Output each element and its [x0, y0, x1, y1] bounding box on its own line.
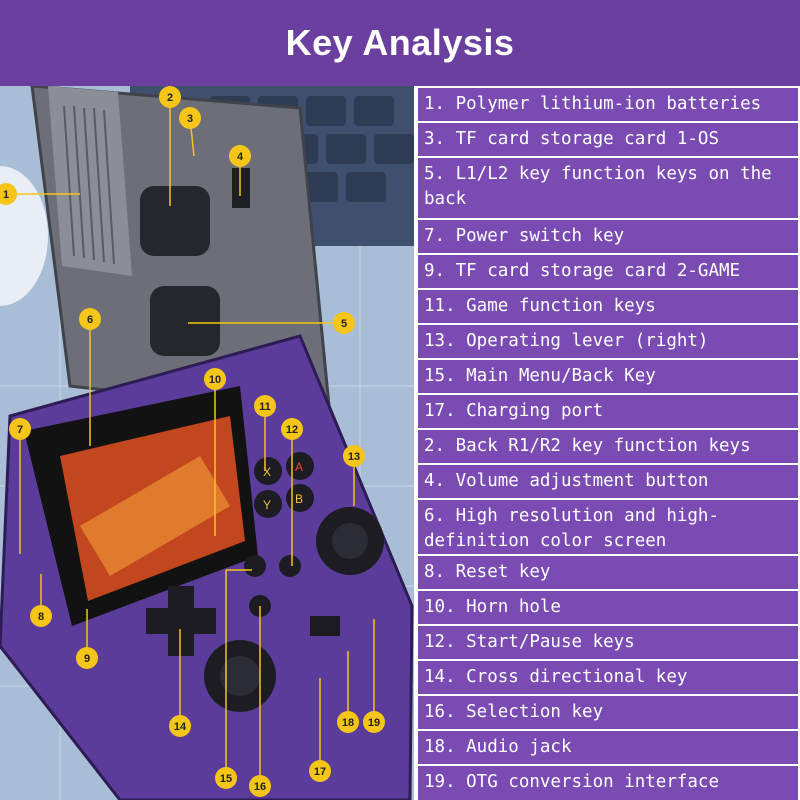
callout-14 — [169, 715, 191, 737]
l1-l2-keys — [150, 286, 220, 356]
legend-item-6: 6. High resolution and high-definition color screen — [418, 500, 798, 554]
callout-16 — [249, 775, 271, 797]
svg-text:19: 19 — [367, 717, 381, 729]
legend-item-13: 13. Operating lever (right) — [418, 325, 798, 358]
svg-text:15: 15 — [219, 773, 233, 785]
callout-4 — [229, 145, 251, 167]
callout-11 — [254, 395, 276, 417]
legend-item-18: 18. Audio jack — [418, 731, 798, 764]
page-title: Key Analysis — [285, 22, 515, 63]
svg-text:11: 11 — [259, 401, 271, 413]
svg-text:16: 16 — [253, 781, 267, 793]
callout-9 — [76, 647, 98, 669]
svg-text:2: 2 — [166, 92, 174, 104]
svg-text:14: 14 — [173, 721, 187, 733]
legend-item-3: 3. TF card storage card 1-OS — [418, 123, 798, 156]
callout-6 — [79, 308, 101, 330]
menu-button — [279, 555, 301, 577]
button-y-label: Y — [263, 498, 272, 512]
speaker — [310, 616, 340, 636]
callout-7 — [9, 418, 31, 440]
legend-item-19: 19. OTG conversion interface — [418, 766, 798, 800]
callout-17 — [309, 760, 331, 782]
legend-item-9: 9. TF card storage card 2-GAME — [418, 255, 798, 288]
callout-18 — [337, 711, 359, 733]
svg-text:7: 7 — [16, 424, 24, 436]
tf-card-slot-1 — [232, 168, 250, 208]
legend-item-10: 10. Horn hole — [418, 591, 798, 624]
legend-item-1: 1. Polymer lithium-ion batteries — [418, 88, 798, 121]
callout-5 — [333, 312, 355, 334]
legend-item-15: 15. Main Menu/Back Key — [418, 360, 798, 393]
r1-r2-keys — [140, 186, 210, 256]
legend-item-17: 17. Charging port — [418, 395, 798, 428]
svg-text:18: 18 — [341, 717, 355, 729]
button-a-label: A — [295, 460, 304, 474]
svg-text:1: 1 — [2, 189, 10, 201]
legend-item-5: 5. L1/L2 key function keys on the back — [418, 158, 798, 218]
callout-15 — [215, 767, 237, 789]
callout-8 — [30, 605, 52, 627]
svg-text:4: 4 — [236, 151, 244, 163]
svg-text:12: 12 — [285, 424, 299, 436]
legend-item-8: 8. Reset key — [418, 556, 798, 589]
title-banner — [0, 0, 800, 86]
callout-10 — [204, 368, 226, 390]
legend-item-7: 7. Power switch key — [418, 220, 798, 253]
callout-3 — [179, 107, 201, 129]
svg-text:3: 3 — [186, 113, 194, 125]
callout-12 — [281, 418, 303, 440]
legend-item-14: 14. Cross directional key — [418, 661, 798, 694]
legend-item-11: 11. Game function keys — [418, 290, 798, 323]
legend-item-16: 16. Selection key — [418, 696, 798, 729]
legend-panel — [414, 86, 800, 800]
svg-text:17: 17 — [313, 766, 327, 778]
callout-2 — [159, 86, 181, 108]
callout-13 — [343, 445, 365, 467]
legend-item-2: 2. Back R1/R2 key function keys — [418, 430, 798, 463]
svg-text:9: 9 — [83, 653, 91, 665]
start-button — [244, 555, 266, 577]
svg-text:5: 5 — [340, 318, 348, 330]
legend-item-4: 4. Volume adjustment button — [418, 465, 798, 498]
button-b-label: B — [295, 492, 304, 506]
button-x-label: X — [263, 465, 272, 479]
legend-item-12: 12. Start/Pause keys — [418, 626, 798, 659]
svg-text:10: 10 — [208, 374, 222, 386]
callout-19 — [363, 711, 385, 733]
svg-text:8: 8 — [37, 611, 45, 623]
svg-text:6: 6 — [86, 314, 94, 326]
svg-text:13: 13 — [347, 451, 361, 463]
device-illustration — [0, 86, 414, 800]
product-photo — [0, 86, 414, 800]
